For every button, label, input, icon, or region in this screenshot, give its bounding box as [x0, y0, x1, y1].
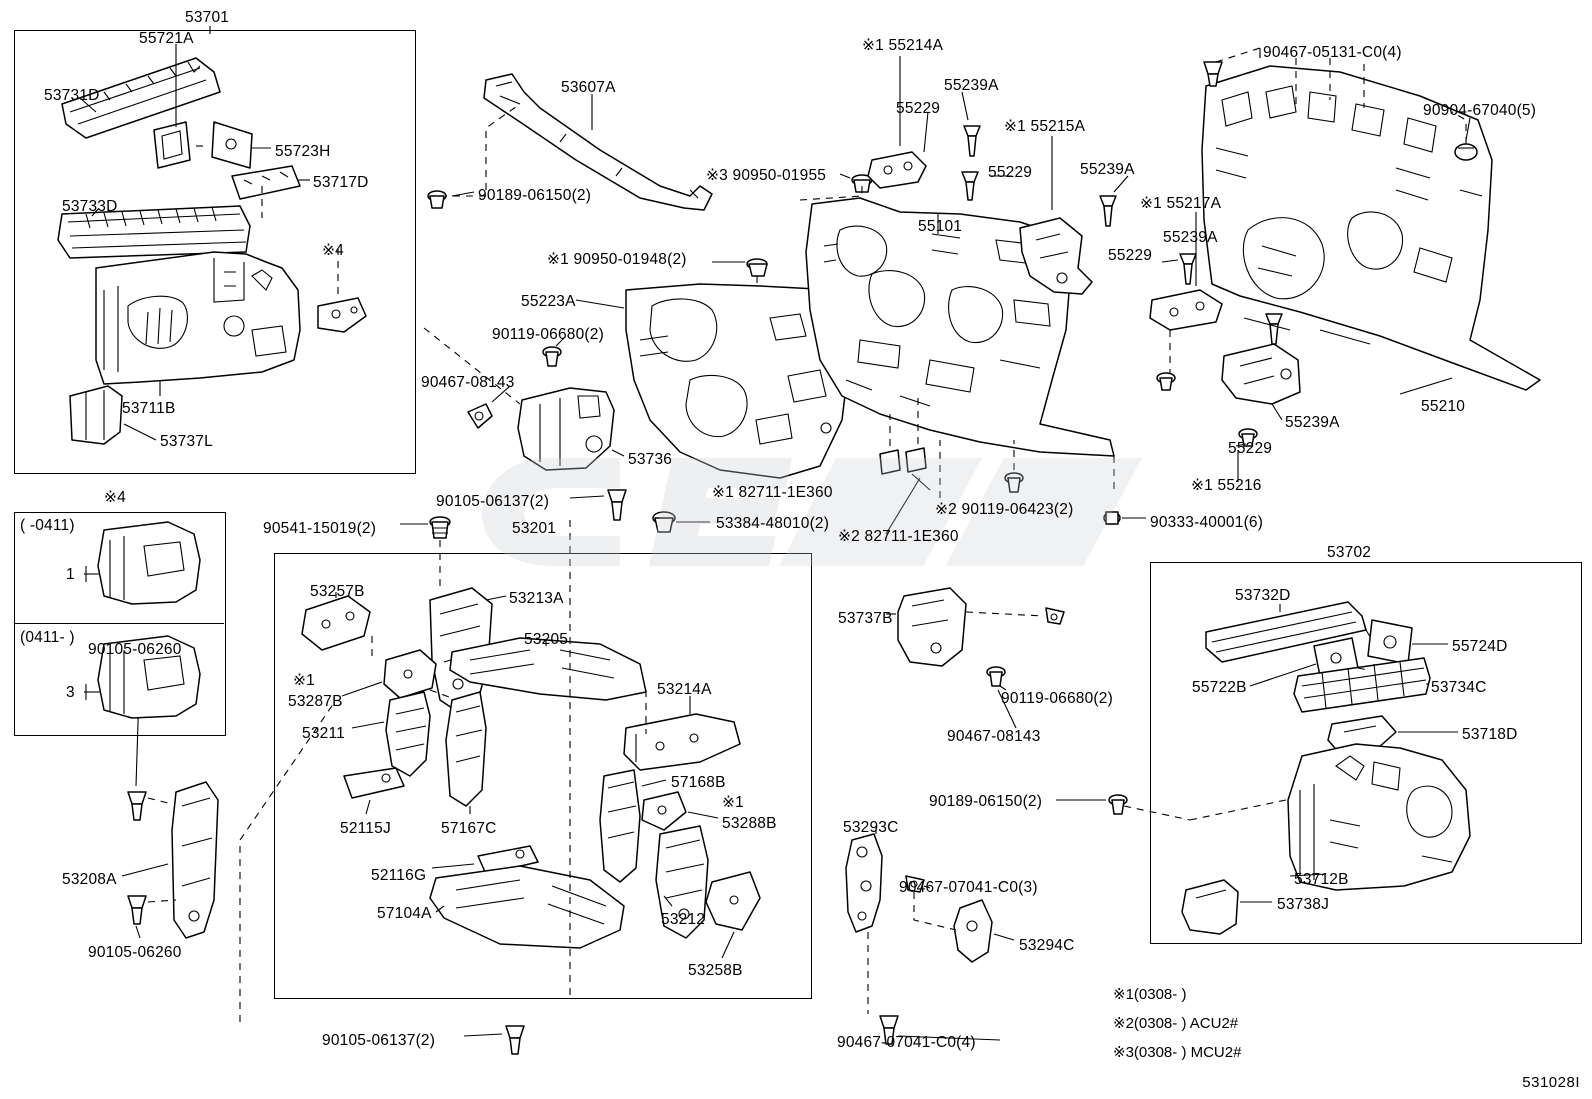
part-label: 53384-48010(2): [716, 515, 830, 532]
part-label: 57104A: [377, 905, 432, 922]
inset-range-1: ( -0411): [20, 517, 75, 534]
part-label: 90119-06680(2): [1001, 690, 1113, 707]
part-label: 53701: [185, 9, 230, 26]
part-label: 53731D: [44, 87, 100, 104]
part-label: ※1 90950-01948(2): [547, 251, 687, 268]
part-label: 55239A: [1163, 229, 1218, 246]
footnote-1: ※1(0308- ): [1113, 986, 1187, 1003]
part-label: 55724D: [1452, 638, 1508, 655]
part-label: 55229: [1108, 247, 1153, 264]
part-label: 53205: [524, 631, 569, 648]
part-label: 53201: [512, 520, 557, 537]
part-label: 90467-08143: [947, 728, 1041, 745]
part-label: 57167C: [441, 820, 497, 837]
part-label: 52116G: [371, 867, 427, 884]
part-label: 53607A: [561, 79, 616, 96]
part-label: 53702: [1327, 544, 1372, 561]
part-label: 53711B: [122, 400, 176, 417]
part-label: ※3 90950-01955: [706, 167, 827, 184]
part-label: 55223A: [521, 293, 576, 310]
part-label: ※4: [322, 242, 345, 259]
part-label: 55210: [1421, 398, 1466, 415]
part-label: 90105-06260: [88, 944, 182, 961]
part-label: 90119-06680(2): [492, 326, 604, 343]
part-label: ※1: [722, 794, 745, 811]
part-label: 57168B: [671, 774, 726, 791]
part-label: ※1 55216: [1191, 477, 1262, 494]
part-label: ※1 55214A: [862, 37, 944, 54]
part-label: 53257B: [310, 583, 365, 600]
part-label: 90105-06137(2): [436, 493, 550, 510]
part-label: 53287B: [288, 693, 343, 710]
part-label: 53258B: [688, 962, 743, 979]
part-label: 90105-06137(2): [322, 1032, 436, 1049]
part-label: 53294C: [1019, 937, 1075, 954]
part-label: 53737B: [838, 610, 893, 627]
part-label: ※1: [293, 672, 316, 689]
part-label: 55239A: [1080, 161, 1135, 178]
part-label: 53212: [661, 911, 706, 928]
part-label: 90541-15019(2): [263, 520, 377, 537]
part-label: 90189-06150(2): [929, 793, 1043, 810]
part-label: 90904-67040(5): [1423, 102, 1537, 119]
part-label: ※1 82711-1E360: [712, 484, 833, 501]
part-label: 53733D: [62, 198, 118, 215]
part-label: 90467-07041-C0(3): [899, 879, 1038, 896]
part-label: 53717D: [313, 174, 369, 191]
footnote-3: ※3(0308- ) MCU2#: [1113, 1044, 1242, 1061]
part-label: 90467-08143: [421, 374, 515, 391]
part-label: 90333-40001(6): [1150, 514, 1264, 531]
part-label: 53213A: [509, 590, 564, 607]
part-label: 55722B: [1192, 679, 1247, 696]
part-label: 55101: [918, 218, 963, 235]
part-label: 90467-05131-C0(4): [1263, 44, 1402, 61]
part-label: 53712B: [1294, 871, 1349, 888]
part-label: 90467-07041-C0(4): [837, 1034, 976, 1051]
part-label: ※2 82711-1E360: [838, 528, 959, 545]
part-label: 55229: [1228, 440, 1273, 457]
part-label: 55229: [988, 164, 1033, 181]
part-label: 53732D: [1235, 587, 1291, 604]
part-label: 55229: [896, 100, 941, 117]
inset-mark4-label: ※4: [104, 489, 127, 506]
part-label: 53734C: [1431, 679, 1487, 696]
part-label: ※2 90119-06423(2): [935, 501, 1074, 518]
footnote-2: ※2(0308- ) ACU2#: [1113, 1015, 1239, 1032]
part-label: 55239A: [1285, 414, 1340, 431]
part-label: 90105-06260: [88, 641, 182, 658]
part-label: 53211: [302, 725, 345, 742]
part-label: 55721A: [139, 30, 194, 47]
part-label: 55723H: [275, 143, 331, 160]
part-label: 53288B: [722, 815, 777, 832]
sheet-code: 531028I: [1522, 1074, 1580, 1091]
part-label: 53293C: [843, 819, 899, 836]
part-label: ※1 55215A: [1004, 118, 1086, 135]
inset-range-2: (0411- ): [20, 629, 75, 646]
part-label: 53208A: [62, 871, 117, 888]
part-label: 53736: [628, 451, 673, 468]
part-label: 52115J: [340, 820, 391, 837]
part-label: 53214A: [657, 681, 712, 698]
part-label: 53737L: [160, 433, 213, 450]
part-label: 90189-06150(2): [478, 187, 592, 204]
part-label: 55239A: [944, 77, 999, 94]
part-label: 53738J: [1277, 896, 1330, 913]
part-label: 53718D: [1462, 726, 1518, 743]
part-label: ※1 55217A: [1140, 195, 1222, 212]
inset-callout-1: 1: [66, 566, 75, 583]
inset-callout-2: 3: [66, 684, 75, 701]
